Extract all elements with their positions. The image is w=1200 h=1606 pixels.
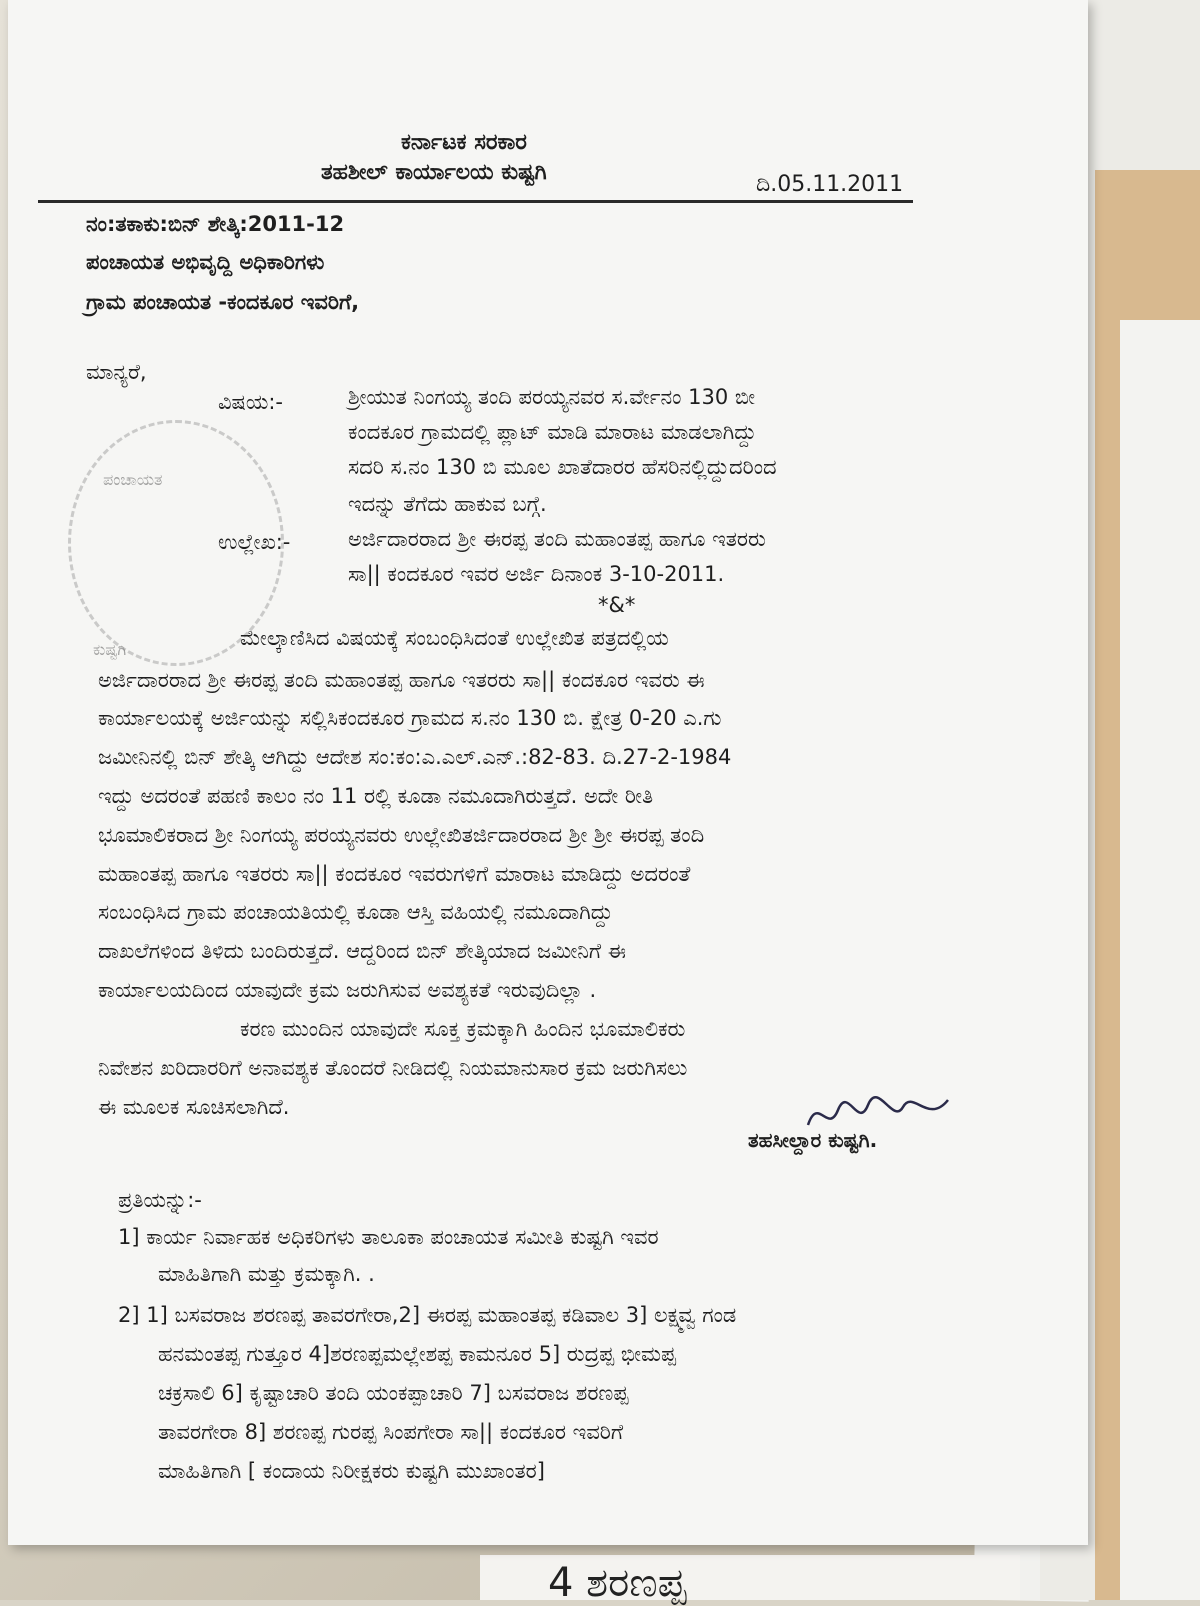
copy-line: 1] ಕಾರ್ಯ ನಿರ್ವಾಹಕ ಅಧಿಕರಿಗಳು ತಾಲೂಕಾ ಪಂಚಾಯತ ಸಮೀತಿ ಕುಷ್ಟಗಿ ಇವರ — [118, 1225, 659, 1249]
stamp-text: ಪಂಚಾಯತ — [103, 470, 163, 489]
letter-page — [8, 0, 1088, 1545]
stamp-text: ಕುಷ್ಟಗಿ — [93, 640, 127, 659]
body-line: ನಿವೇಶನ ಖರಿದಾರರಿಗೆ ಅನಾವಶ್ಯಕ ತೊಂದರೆ ನೀಡಿದಲ್ಲಿ ನಿಯಮಾನುಸಾರ ಕ್ರಮ ಜರುಗಿಸಲು — [98, 1056, 688, 1080]
body-line: ಮೇಲ್ಕಾಣಿಸಿದ ವಿಷಯಕ್ಕೆ ಸಂಬಂಧಿಸಿದಂತೆ ಉಲ್ಲೇಖಿತ ಪತ್ರದಲ್ಲಿಯ — [240, 626, 669, 650]
body-line: ಜಮೀನಿನಲ್ಲಿ ಬಿನ್ ಶೇತ್ಕಿ ಆಗಿದ್ದು ಆದೇಶ ಸಂ:ಕಂ:ಎ.ಎಲ್.ಎನ್.:82-83. ದಿ.27-2-1984 — [98, 745, 732, 769]
subject-line: ಇದನ್ನು ತೆಗೆದು ಹಾಕುವ ಬಗ್ಗೆ. — [348, 492, 547, 516]
body-line: ಈ ಮೂಲಕ ಸೂಚಿಸಲಾಗಿದೆ. — [98, 1095, 290, 1119]
recipient-line: ಗ್ರಾಮ ಪಂಚಾಯತ -ಕಂದಕೂರ ಇವರಿಗೆ, — [86, 290, 360, 314]
body-line: ಭೂಮಾಲಿಕರಾದ ಶ್ರೀ ನಿಂಗಯ್ಯ ಪರಯ್ಯನವರು ಉಲ್ಲೇಖಿತರ್ಜಿದಾರರಾದ ಶ್ರೀ ಶ್ರೀ ಈರಪ್ಪ ತಂದಿ — [98, 823, 705, 847]
reference-line: ಅರ್ಜಿದಾರರಾದ ಶ್ರೀ ಈರಪ್ಪ ತಂದಿ ಮಹಾಂತಪ್ಪ ಹಾಗೂ ಇತರರು — [348, 527, 766, 551]
body-line: ಕಾರ್ಯಾಲಯದಿಂದ ಯಾವುದೇ ಕ್ರಮ ಜರುಗಿಸುವ ಅವಶ್ಯಕತೆ ಇರುವುದಿಲ್ಲಾ . — [98, 978, 597, 1002]
copy-line: ಮಾಹಿತಿಗಾಗಿ ಮತ್ತು ಕ್ರಮಕ್ಕಾಗಿ. . — [158, 1262, 375, 1286]
letter-date: ದಿ.05.11.2011 — [756, 172, 904, 197]
office-heading: ತಹಶೀಲ್ ಕಾರ್ಯಾಲಯ ಕುಷ್ಟಗಿ — [321, 160, 547, 185]
signatory: ತಹಸೀಲ್ದಾರ ಕುಷ್ಟಗಿ. — [748, 1128, 878, 1152]
copy-line: ಚಕ್ರಸಾಲಿ 6] ಕೃಷ್ಟಾಚಾರಿ ತಂದಿ ಯಂಕಪ್ಪಾಚಾರಿ 7] ಬಸವರಾಜ ಶರಣಪ್ಪ — [158, 1381, 629, 1405]
body-line: ಕಾರ್ಯಾಲಯಕ್ಕೆ ಅರ್ಜಿಯನ್ನು ಸಲ್ಲಿಸಿಕಂದಕೂರ ಗ್ರಾಮದ ಸ.ನಂ 130 ಬಿ. ಕ್ಷೇತ್ರ 0-20 ಎ.ಗು — [98, 706, 722, 730]
subject-line: ಸದರಿ ಸ.ನಂ 130 ಬಿ ಮೂಲ ಖಾತೆದಾರರ ಹೆಸರಿನಲ್ಲಿದ್ದುದರಿಂದ — [348, 455, 777, 479]
copy-line: ಹನಮಂತಪ್ಪ ಗುತ್ತೂರ 4]ಶರಣಪ್ಪಮಲ್ಲೇಶಪ್ಪ ಕಾಮನೂರ 5] ರುದ್ರಪ್ಪ ಭೀಮಪ್ಪ — [158, 1342, 677, 1366]
body-line: ಇದ್ದು ಅದರಂತೆ ಪಹಣಿ ಕಾಲಂ ನಂ 11 ರಲ್ಲಿ ಕೂಡಾ ನಮೂದಾಗಿರುತ್ತದೆ. ಅದೇ ರೀತಿ — [98, 784, 654, 808]
body-line: ಅರ್ಜಿದಾರರಾದ ಶ್ರೀ ಈರಪ್ಪ ತಂದಿ ಮಹಾಂತಪ್ಪ ಹಾಗೂ ಇತರರು ಸಾ|| ಕಂದಕೂರ ಇವರು ಈ — [98, 668, 705, 692]
subject-line: ಶ್ರೀಯುತ ನಿಂಗಯ್ಯ ತಂದಿ ಪರಯ್ಯನವರ ಸ.ರ್ವೇನಂ 130 ಬೀ — [348, 385, 756, 409]
subject-label: ವಿಷಯ:- — [218, 390, 283, 414]
separator: *&* — [598, 593, 636, 617]
handwritten-note: 4 ಶರಣಪ್ಪ — [548, 1560, 687, 1606]
copy-line: ಮಾಹಿತಿಗಾಗಿ [ ಕಂದಾಯ ನಿರೀಕ್ಷಕರು ಕುಷ್ಟಗಿ ಮುಖಾಂತರ] — [158, 1459, 545, 1483]
government-heading: ಕರ್ನಾಟಕ ಸರಕಾರ — [401, 130, 527, 155]
body-line: ದಾಖಲೆಗಳಿಂದ ತಿಳಿದು ಬಂದಿರುತ್ತದೆ. ಆದ್ದರಿಂದ ಬಿನ್ ಶೇತ್ಕಿಯಾದ ಜಮೀನಿಗೆ ಈ — [98, 939, 627, 963]
body-line: ಸಂಬಂಧಿಸಿದ ಗ್ರಾಮ ಪಂಚಾಯತಿಯಲ್ಲಿ ಕೂಡಾ ಆಸ್ತಿ ವಹಿಯಲ್ಲಿ ನಮೂದಾಗಿದ್ದು — [98, 900, 613, 924]
copy-line: ತಾವರಗೇರಾ 8] ಶರಣಪ್ಪ ಗುರಪ್ಪ ಸಿಂಪಗೇರಾ ಸಾ|| ಕಂದಕೂರ ಇವರಿಗೆ — [158, 1420, 624, 1444]
reference-label: ಉಲ್ಲೇಖ:- — [218, 530, 291, 554]
body-line: ಕರಣ ಮುಂದಿನ ಯಾವುದೇ ಸೂಕ್ತ ಕ್ರಮಕ್ಕಾಗಿ ಹಿಂದಿನ ಭೂಮಾಲಿಕರು — [240, 1017, 686, 1041]
reference-line: ಸಾ|| ಕಂದಕೂರ ಇವರ ಅರ್ಜಿ ದಿನಾಂಕ 3-10-2011. — [348, 562, 725, 586]
header-rule — [38, 200, 913, 203]
underlying-sheet — [1120, 320, 1200, 1600]
recipient-line: ಪಂಚಾಯತ ಅಭಿವೃದ್ದಿ ಅಧಿಕಾರಿಗಳು — [86, 250, 325, 274]
copy-line: 2] 1] ಬಸವರಾಜ ಶರಣಪ್ಪ ತಾವರಗೇರಾ,2] ಈರಪ್ಪ ಮಹಾಂತಪ್ಪ ಕಡಿವಾಲ 3] ಲಕ್ಷ್ಮವ್ವ ಗಂಡ — [118, 1303, 737, 1327]
subject-line: ಕಂದಕೂರ ಗ್ರಾಮದಲ್ಲಿ ಪ್ಲಾಟ್ ಮಾಡಿ ಮಾರಾಟ ಮಾಡಲಾಗಿದ್ದು — [348, 420, 757, 444]
salutation: ಮಾನ್ಯರೆ, — [86, 360, 147, 384]
reference-number: ನಂ:ತಕಾಕು:ಬಿನ್ ಶೇತ್ಕಿ:2011-12 — [86, 212, 345, 236]
copies-label: ಪ್ರತಿಯನ್ನು:- — [118, 1188, 202, 1212]
body-line: ಮಹಾಂತಪ್ಪ ಹಾಗೂ ಇತರರು ಸಾ|| ಕಂದಕೂರ ಇವರುಗಳಿಗೆ ಮಾರಾಟ ಮಾಡಿದ್ದು ಅದರಂತೆ — [98, 862, 691, 886]
